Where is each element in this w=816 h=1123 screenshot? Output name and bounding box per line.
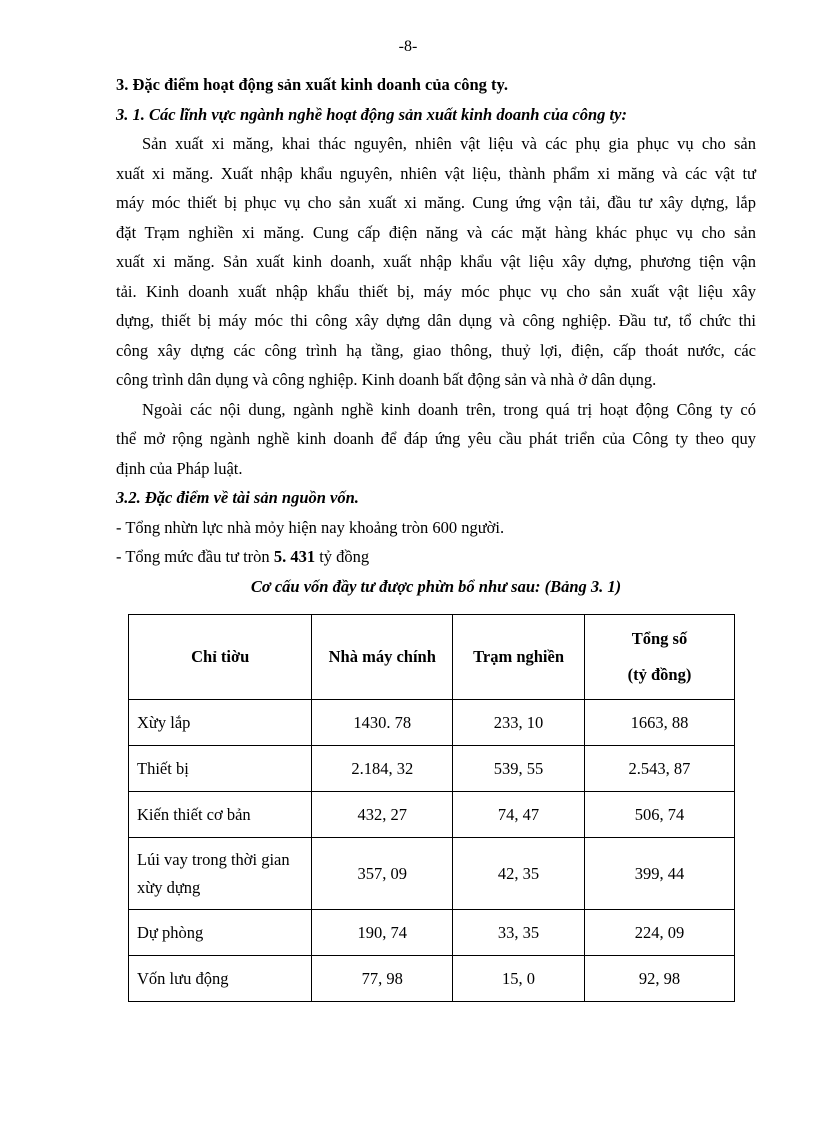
bullet-investment: [116, 542, 756, 572]
paragraph-line: công xây dựng các công trình hạ tầng, giao thông, thuỷ lợi, điện, cấp thoát nước, các: [116, 340, 756, 360]
cell-total: 2.543, 87: [584, 746, 734, 792]
header-total-line2: (tỷ đồng): [627, 665, 692, 684]
paragraph-line: Sản xuất xi măng, khai thác nguyên, nhiên vật liệu và các phụ gia phục vụ cho sản: [142, 134, 756, 153]
cell-grinding-station: 74, 47: [453, 792, 585, 838]
page-number: -8-: [398, 38, 418, 55]
cell-main-factory: 1430. 78: [312, 700, 453, 746]
paragraph-line: xuất xi măng. Xuất nhập khẩu nguyên, nhiên vật liệu, thành phẩm xi măng và các vật tư: [116, 163, 756, 183]
document-body: [116, 70, 756, 601]
table-header-row: [129, 615, 735, 700]
paragraph-line: xuất xi măng. Sản xuất kinh doanh, xuất nhập khẩu vật liệu xây dựng, phương tiện vận: [116, 252, 756, 271]
cell-total: 92, 98: [584, 956, 734, 1002]
cell-grinding-station: 15, 0: [453, 956, 585, 1002]
header-grinding-station: Trạm nghiền: [453, 615, 585, 700]
cell-grinding-station: 539, 55: [453, 746, 585, 792]
investment-value: 5. 431: [273, 547, 316, 566]
row-label-line1: Lúi vay trong thời gian: [137, 849, 290, 869]
row-label: Thiết bị: [129, 746, 312, 792]
cell-main-factory: 190, 74: [312, 910, 453, 956]
row-label: Kiến thiết cơ bản: [129, 792, 312, 838]
paragraph-line: thể mở rộng ngành nghề kinh doanh để đáp ứng yêu cầu phát triển của Công ty theo quy: [116, 429, 756, 448]
cell-grinding-station: 233, 10: [453, 700, 585, 746]
table-row: [129, 746, 735, 792]
cell-total: 506, 74: [584, 792, 734, 838]
table-row: [129, 700, 735, 746]
cell-main-factory: 77, 98: [312, 956, 453, 1002]
paragraph-business-lines: [116, 129, 756, 395]
table-caption: Cơ cấu vốn đầy tư được phừn bổ như sau: (Bảng 3. 1): [250, 576, 622, 596]
capital-allocation-table: [128, 614, 735, 1002]
row-label: Vốn lưu động: [129, 956, 312, 1002]
cell-total: 1663, 88: [584, 700, 734, 746]
cell-main-factory: 2.184, 32: [312, 746, 453, 792]
paragraph-line: Ngoài các nội dung, ngành nghề kinh doanh trên, trong quá trị hoạt động Công ty có: [142, 399, 756, 419]
header-total-line1: Tổng số: [631, 629, 688, 648]
bullet-investment-suffix: tỷ đồng: [315, 547, 370, 566]
row-label: Xừy lắp: [129, 700, 312, 746]
paragraph-line: dựng, thiết bị máy móc thi công xây dựng dân dụng và công nghiệp. Đầu tư, tổ chức thi: [116, 311, 756, 330]
table-row: [129, 792, 735, 838]
cell-grinding-station: 42, 35: [453, 838, 585, 910]
cell-grinding-station: 33, 35: [453, 910, 585, 956]
row-label: [129, 838, 312, 910]
row-label: Dự phòng: [129, 910, 312, 956]
bullet-investment-prefix: - Tổng mức đầu tư tròn: [116, 547, 274, 566]
header-total: [584, 615, 734, 700]
cell-total: 399, 44: [584, 838, 734, 910]
paragraph-line: máy móc thiết bị phục vụ cho sản xuất xi măng. Cung ứng vận tải, đầu tư xây dựng, lắp: [116, 193, 756, 212]
paragraph-line: định của Pháp luật.: [116, 458, 243, 478]
section-heading: 3. Đặc điểm hoạt động sản xuất kinh doanh của công ty.: [116, 75, 508, 94]
paragraph-line: đặt Trạm nghiền xi măng. Cung cấp điện năng và các mặt hàng khác phục vụ cho sản: [116, 222, 756, 242]
subsection-heading-assets: 3.2. Đặc điểm về tài sản nguồn vốn.: [116, 488, 359, 507]
table-row: [129, 956, 735, 1002]
paragraph-line: công trình dân dụng và công nghiệp. Kinh doanh bất động sản và nhà ở dân dụng.: [116, 370, 657, 389]
row-label-line2: xừy dựng: [137, 877, 201, 897]
table-row: [129, 910, 735, 956]
cell-main-factory: 432, 27: [312, 792, 453, 838]
cell-total: 224, 09: [584, 910, 734, 956]
paragraph-line: tải. Kinh doanh xuất nhập khẩu thiết bị, máy móc phục vụ cho sản xuất vật liệu xây: [116, 281, 756, 301]
header-indicator: Chỉ tiờu: [129, 615, 312, 700]
cell-main-factory: 357, 09: [312, 838, 453, 910]
subsection-heading-business-lines: 3. 1. Các lĩnh vực ngành nghề hoạt động sản xuất kinh doanh của công ty:: [116, 104, 627, 124]
paragraph-expansion: [116, 395, 756, 484]
bullet-workforce: - Tổng nhừn lực nhà mỏy hiện nay khoảng tròn 600 người.: [116, 517, 505, 537]
header-main-factory: Nhà máy chính: [312, 615, 453, 700]
table-row: [129, 838, 735, 910]
